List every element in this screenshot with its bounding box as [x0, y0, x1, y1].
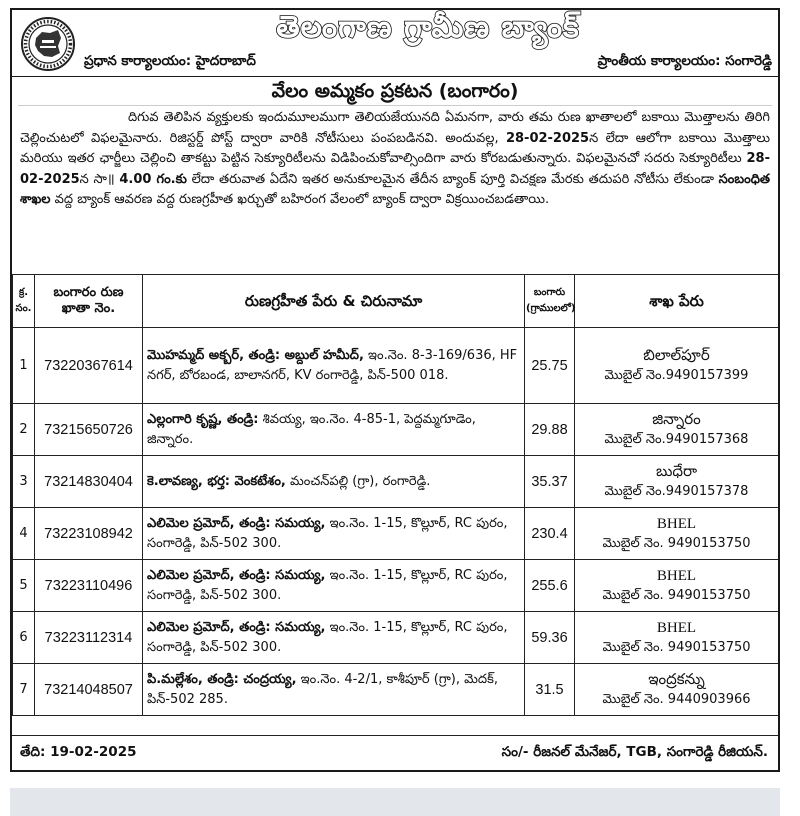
row-gold: 25.75: [525, 328, 575, 404]
table-row: [13, 328, 779, 404]
row-account: 73215650726: [35, 404, 143, 456]
body-bold-branch: సంబంధిత శాఖల: [20, 171, 771, 207]
branch-mobile: మొబైల్ నెం. 9490153750: [602, 535, 751, 551]
borrower-address: ఇం.నెం. 1-15, కొల్లూర్, RC పురం, సంగారెడ్డి, పిన్-502 300.: [147, 515, 508, 551]
col-account: బంగారం రుణ ఖాతా నెం.: [35, 275, 143, 328]
table-row: [13, 664, 779, 716]
row-sno: 7: [13, 664, 35, 716]
table-row: [13, 404, 779, 456]
table-row: [13, 508, 779, 560]
row-branch: [575, 404, 779, 456]
regional-office: ప్రాంతీయ కార్యాలయం: సంగారెడ్డి: [597, 53, 772, 69]
notice-date: తేది: 19-02-2025: [20, 744, 137, 760]
row-gold: 230.4: [525, 508, 575, 560]
bank-name: తెలంగాణ గ్రామీణ బ్యాంక్: [276, 10, 580, 45]
table-row: [13, 456, 779, 508]
row-branch: [575, 508, 779, 560]
body-part5: వద్ద బ్యాంక్ ఆవరణ వద్ద రుణగ్రహీత ఖర్చుతో బహిరంగ వేలంలో బ్యాంక్ ద్వారా విక్రయించబడతాయి.: [54, 192, 550, 207]
borrower-address: ఇం.నెం. 1-15, కొల్లూర్, RC పురం, సంగారెడ్డి, పిన్-502 300.: [147, 619, 508, 655]
row-branch: [575, 612, 779, 664]
branch-mobile: మొబైల్ నెం.9490157368: [604, 431, 749, 447]
row-branch: [575, 664, 779, 716]
col-sno: క్ర. సం.: [13, 275, 35, 328]
table-header-row: [13, 275, 779, 328]
branch-name: జిన్నారం: [652, 411, 701, 428]
row-gold: 59.36: [525, 612, 575, 664]
branch-mobile: మొబైల్ నెం.9490157399: [604, 367, 749, 383]
borrower-name: పి.మల్లేశం, తండ్రి: చంద్రయ్య,: [147, 671, 297, 687]
auction-table: [12, 274, 779, 716]
branch-mobile: మొబైల్ నెం. 9440903966: [602, 691, 751, 707]
notice-footer: [12, 735, 778, 770]
body-date2: 28-02-2025: [20, 151, 770, 187]
row-account: 73220367614: [35, 328, 143, 404]
borrower-address: ఇం.నెం. 4-2/1, కాశీపూర్ (గ్రా), మెదక్, పిన్-502 285.: [147, 671, 498, 707]
row-branch: [575, 560, 779, 612]
body-date1: 28-02-2025: [505, 130, 590, 146]
notice-header: [12, 10, 778, 77]
row-account: 73214830404: [35, 456, 143, 508]
body-part3: న సా॥: [79, 171, 115, 187]
row-account: 73223110496: [35, 560, 143, 612]
row-gold: 29.88: [525, 404, 575, 456]
row-sno: 6: [13, 612, 35, 664]
table-row: [13, 560, 779, 612]
col-branch: శాఖ పేరు: [575, 275, 779, 328]
row-borrower: [143, 404, 525, 456]
borrower-name: ఎలిమెల ప్రమోద్, తండ్రి: సమయ్య,: [147, 567, 326, 583]
table-row: [13, 612, 779, 664]
branch-name: బిలాల్‌పూర్: [643, 347, 710, 364]
row-borrower: [143, 456, 525, 508]
borrower-name: ఎల్లంగారి కృష్ణ, తండ్రి:: [147, 411, 259, 427]
branch-mobile: మొబైల్ నెం. 9490153750: [602, 639, 751, 655]
row-sno: 5: [13, 560, 35, 612]
body-part1: దిగువ తెలిపిన వ్యక్తులకు ఇందుమూలముగా తెలియజేయునది ఏమనగా, వారు తమ రుణ ఖాతాలలో బకాయి మొత్తాలను తిరిగి చెల్లించుటలో విఫలమైనారు. రిజిస్టర్డ్ పోస్ట్ ద్వారా వారికి నోటీసులు పంపబడినవి. అందువల్ల,: [20, 110, 770, 146]
branch-name: BHEL: [656, 567, 697, 584]
row-branch: [575, 328, 779, 404]
row-gold: 35.37: [525, 456, 575, 508]
row-gold: 255.6: [525, 560, 575, 612]
notice-body: [12, 106, 778, 254]
row-branch: [575, 456, 779, 508]
branch-name: BHEL: [656, 515, 697, 532]
row-gold: 31.5: [525, 664, 575, 716]
borrower-name: ఎలిమెల ప్రమోద్, తండ్రి: సమయ్య,: [147, 515, 326, 531]
auction-notice: [10, 8, 780, 772]
bank-seal-icon: [20, 16, 76, 72]
row-sno: 1: [13, 328, 35, 404]
notice-title: వేలం అమ్మకం ప్రకటన (బంగారం): [18, 77, 772, 106]
branch-name: బుధేరా: [655, 463, 698, 480]
bottom-band: [10, 788, 780, 816]
row-account: 73223108942: [35, 508, 143, 560]
row-borrower: [143, 560, 525, 612]
row-sno: 4: [13, 508, 35, 560]
branch-mobile: మొబైల్ నెం.9490157378: [604, 483, 749, 499]
borrower-address: ఇం.నెం. 1-15, కొల్లూర్, RC పురం, సంగారెడ్డి, పిన్-502 300.: [147, 567, 508, 603]
row-account: 73223112314: [35, 612, 143, 664]
row-sno: 2: [13, 404, 35, 456]
branch-name: ఇంద్రకన్ను: [648, 671, 705, 688]
col-gold: బంగారు (గ్రాములలో): [525, 275, 575, 328]
row-borrower: [143, 612, 525, 664]
signature: సం/- రీజనల్ మేనేజర్, TGB, సంగారెడ్డి రీజియన్.: [501, 744, 768, 760]
branch-name: BHEL: [656, 619, 697, 636]
body-part2: న లేదా ఆలోగా బకాయి మొత్తాలు మరియు ఇతర ఛార్జీలు చెల్లించి తాకట్టు పెట్టిన సెక్యూరిటీలను విడిపించుకోవాల్సిందిగా వారు కోరబడుతున్నారు. విఫలమైనచో సదరు సెక్యూరిటీలు: [20, 130, 770, 166]
body-part4: లేదా తరువాత ఏదేని ఇతర అనుకూలమైన తేదీన బ్యాంక్ పూర్తి విచక్షణ మేరకు తదుపరి నోటీసు లేకుండా: [191, 171, 714, 187]
borrower-name: కె.లావణ్య, భర్త: వెంకటేశం,: [147, 473, 286, 489]
body-time: 4.00 గం.కు: [119, 171, 187, 187]
office-line: [84, 50, 772, 72]
branch-mobile: మొబైల్ నెం. 9490153750: [602, 587, 751, 603]
row-account: 73214048507: [35, 664, 143, 716]
row-borrower: [143, 508, 525, 560]
borrower-address: ఇం.నెం. 8-3-169/636, HF నగర్, బోరబండ, బాలానగర్, KV రంగారెడ్డి, పిన్-500 018.: [147, 347, 518, 383]
row-sno: 3: [13, 456, 35, 508]
row-borrower: [143, 328, 525, 404]
head-office: ప్రధాన కార్యాలయం: హైదరాబాద్: [84, 53, 256, 69]
borrower-name: ఎలిమెల ప్రమోద్, తండ్రి: సమయ్య,: [147, 619, 326, 635]
borrower-address: మంచన్‌పల్లి (గ్రా), రంగారెడ్డి.: [290, 473, 431, 489]
borrower-address: శివయ్య, ఇం.నెం. 4-85-1, పెద్దమ్మగూడెం, జిన్నారం.: [147, 411, 476, 447]
col-borrower: రుణగ్రహీత పేరు & చిరునామా: [143, 275, 525, 328]
borrower-name: మొహమ్మద్ అక్బర్, తండ్రి: అబ్దుల్ హమీద్,: [147, 347, 364, 363]
row-borrower: [143, 664, 525, 716]
